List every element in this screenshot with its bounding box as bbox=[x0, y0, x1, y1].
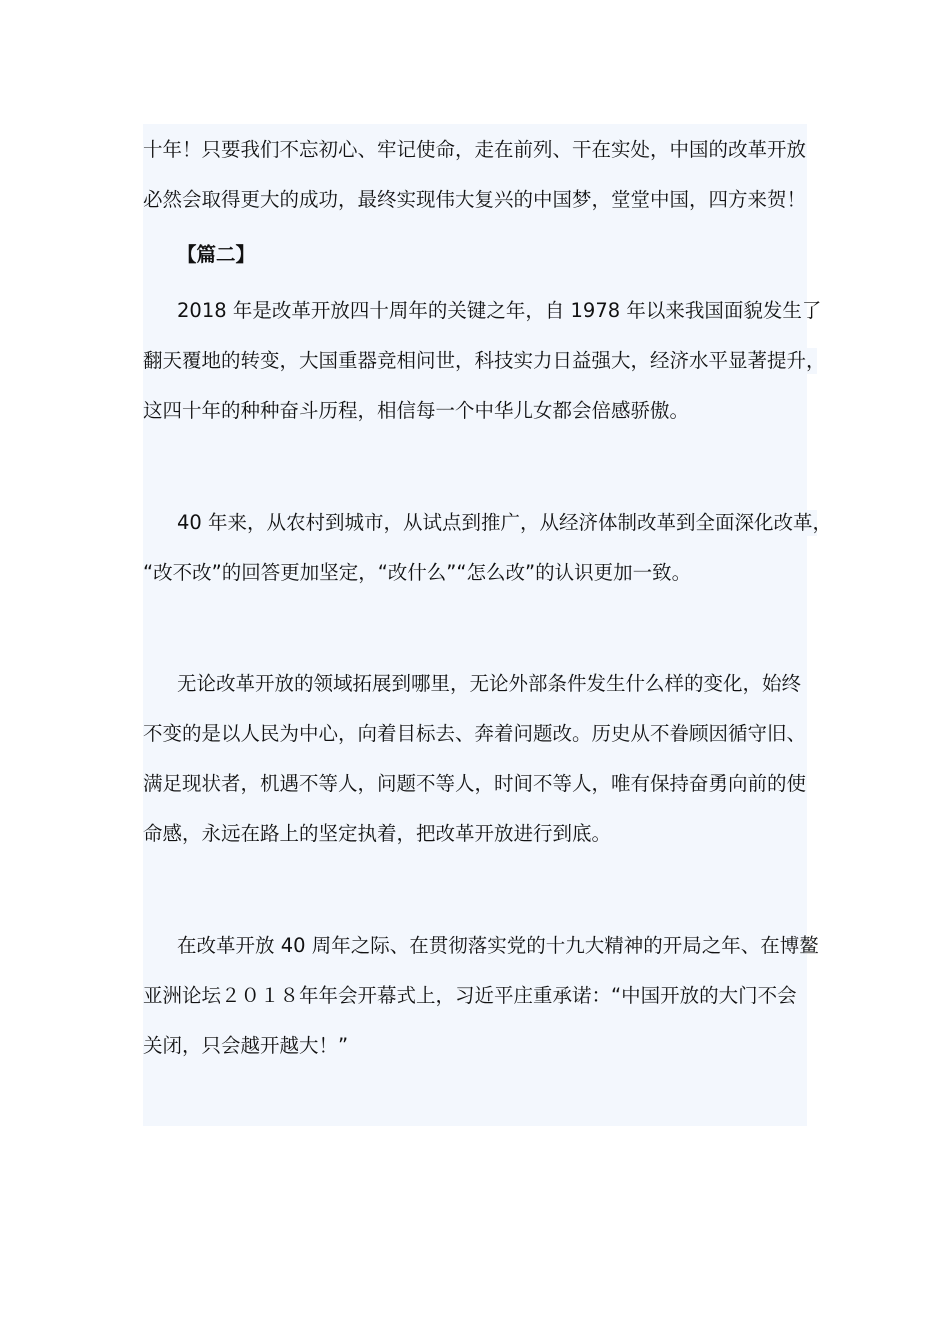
paragraph-5-line-3: 关闭，只会越开越大！” bbox=[143, 1034, 349, 1057]
paragraph-2-line-1: 2018 年是改革开放四十周年的关键之年，自 1978 年以来我国面貌发生了 bbox=[177, 299, 822, 322]
paragraph-3-line-2: “改不改”的回答更加坚定，“改什么”“怎么改”的认识更加一致。 bbox=[143, 561, 692, 584]
paragraph-4-line-3: 满足现状者，机遇不等人，问题不等人，时间不等人，唯有保持奋勇向前的使 bbox=[143, 772, 807, 795]
paragraph-1-line-1: 十年！只要我们不忘初心、牢记使命，走在前列、干在实处，中国的改革开放 bbox=[143, 138, 807, 161]
paragraph-4-line-1: 无论改革开放的领域拓展到哪里，无论外部条件发生什么样的变化，始终 bbox=[177, 672, 802, 695]
paragraph-2-line-2: 翻天覆地的转变，大国重器竞相问世，科技实力日益强大，经济水平显著提升， bbox=[143, 349, 826, 372]
section-heading: 【篇二】 bbox=[177, 243, 256, 266]
paragraph-4-line-2: 不变的是以人民为中心，向着目标去、奔着问题改。历史从不眷顾因循守旧、 bbox=[143, 722, 807, 745]
paragraph-3-line-1: 40 年来，从农村到城市，从试点到推广，从经济体制改革到全面深化改革， bbox=[177, 511, 833, 534]
paragraph-1-line-2: 必然会取得更大的成功，最终实现伟大复兴的中国梦，堂堂中国，四方来贺！ bbox=[143, 188, 807, 211]
paragraph-5-line-2: 亚洲论坛２０１８年年会开幕式上，习近平庄重承诺：“中国开放的大门不会 bbox=[143, 984, 797, 1007]
document-background bbox=[143, 124, 807, 1126]
paragraph-2-line-3: 这四十年的种种奋斗历程，相信每一个中华儿女都会倍感骄傲。 bbox=[143, 399, 690, 422]
paragraph-5-line-1: 在改革开放 40 周年之际、在贯彻落实党的十九大精神的开局之年、在博鳌 bbox=[177, 934, 819, 957]
paragraph-4-line-4: 命感，永远在路上的坚定执着，把改革开放进行到底。 bbox=[143, 822, 612, 845]
